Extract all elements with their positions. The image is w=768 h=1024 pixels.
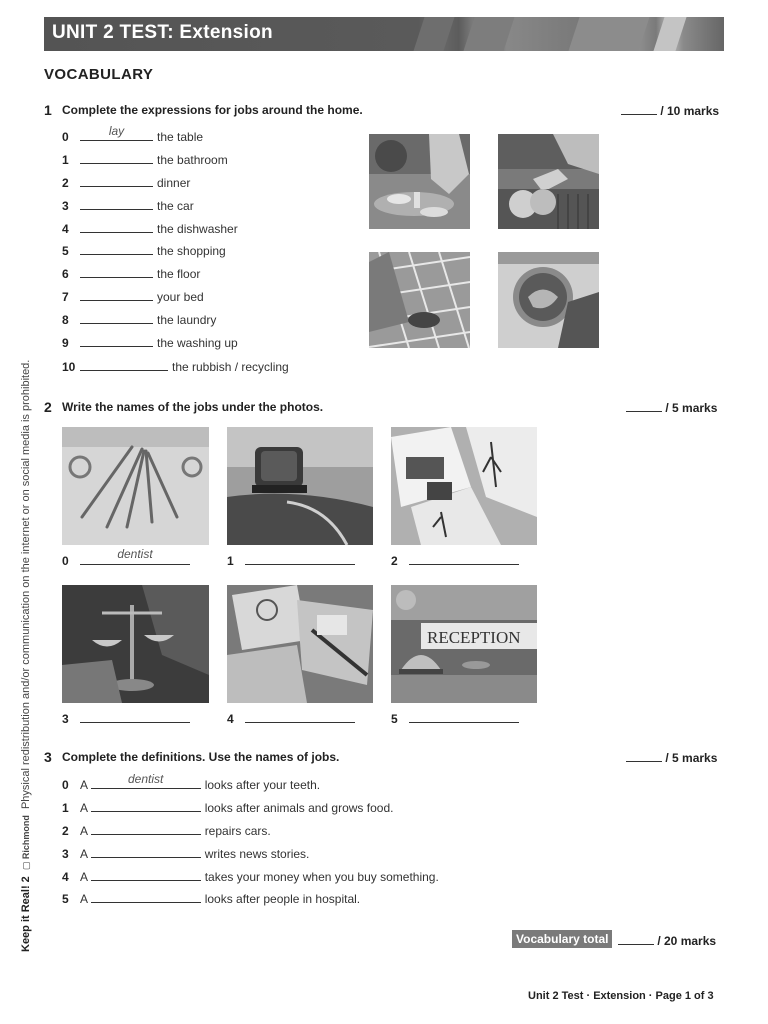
q2-caption <box>227 710 355 726</box>
item-number: 1 <box>62 152 69 167</box>
q1-item <box>62 287 289 305</box>
item-text: the floor <box>157 267 201 282</box>
marks-label: / 10 marks <box>660 104 720 118</box>
marks-field <box>626 750 717 765</box>
item-text: the car <box>157 198 194 213</box>
item-text: the dishwasher <box>157 221 238 236</box>
photo-scales-of-justice <box>62 585 209 703</box>
copyright-notice: Physical redistribution and/or communication on the internet or on social media is prohibited. <box>20 359 32 810</box>
answer-blank[interactable] <box>91 772 201 789</box>
item-number: 2 <box>62 175 69 190</box>
q3-item <box>62 889 439 907</box>
item-number: 0 <box>62 554 69 568</box>
photo-police-car-light <box>227 427 373 545</box>
answer-blank[interactable] <box>91 844 201 858</box>
item-number: 4 <box>62 221 69 236</box>
q1-item <box>62 333 289 351</box>
q3-item-list <box>62 772 439 912</box>
q1-item <box>62 219 289 237</box>
item-number: 3 <box>62 712 69 726</box>
q1-item <box>62 241 289 259</box>
answer-blank[interactable] <box>80 124 153 141</box>
answer-blank[interactable] <box>245 552 355 565</box>
answer-blank[interactable] <box>91 821 201 835</box>
photo-fashion-sketches <box>391 427 537 545</box>
marks-blank[interactable] <box>621 103 657 115</box>
section-title: VOCABULARY <box>44 66 154 83</box>
q1-item <box>62 196 289 214</box>
item-number: 3 <box>62 846 69 861</box>
marks-field <box>621 103 719 118</box>
answer-blank[interactable] <box>91 889 201 903</box>
item-text: the table <box>157 130 204 144</box>
q2-caption <box>227 552 355 568</box>
q1-item <box>62 124 289 145</box>
item-text: the rubbish / recycling <box>172 360 289 375</box>
item-number: 1 <box>227 554 234 568</box>
photo-dental-tools <box>62 427 209 545</box>
answer-blank[interactable] <box>409 552 519 565</box>
page-title: UNIT 2 TEST: Extension <box>52 22 273 43</box>
answer-blank[interactable] <box>80 547 190 565</box>
item-number: 5 <box>62 892 69 907</box>
q2-caption <box>62 710 190 726</box>
marks-blank[interactable] <box>626 750 662 762</box>
q1-item <box>62 310 289 328</box>
answer-blank[interactable] <box>80 710 190 723</box>
item-text: the washing up <box>157 336 238 351</box>
publisher-name: Richmond <box>21 815 31 860</box>
item-number: 7 <box>62 290 69 305</box>
article: A <box>80 846 88 861</box>
item-number: 5 <box>391 712 398 726</box>
q1-item <box>62 173 289 191</box>
item-text: your bed <box>157 290 204 305</box>
item-text: looks after your teeth. <box>204 778 321 792</box>
article: A <box>80 869 88 884</box>
q3-item <box>62 821 439 839</box>
q1-item <box>62 264 289 282</box>
photo-reception-bell <box>391 585 537 703</box>
article: A <box>80 823 88 838</box>
item-number: 0 <box>62 778 69 792</box>
question-instruction: Write the names of the jobs under the photos. <box>62 400 324 414</box>
photo-laying-table <box>369 134 470 229</box>
item-text: dinner <box>157 175 191 190</box>
answer-blank[interactable] <box>245 710 355 723</box>
item-text: the bathroom <box>157 152 228 167</box>
q3-item <box>62 844 439 862</box>
answer-blank[interactable] <box>80 219 153 233</box>
header-stripe <box>463 17 514 51</box>
article: A <box>80 892 88 907</box>
answer-blank[interactable] <box>91 798 201 812</box>
item-number: 9 <box>62 336 69 351</box>
item-number: 10 <box>62 360 76 375</box>
q2-caption <box>391 710 519 726</box>
example-answer: dentist <box>117 547 153 561</box>
item-number: 8 <box>62 313 69 328</box>
publisher-logo: ▢ Richmond <box>21 815 31 871</box>
example-answer: lay <box>108 124 125 138</box>
item-number: 3 <box>62 198 69 213</box>
item-text: writes news stories. <box>204 846 310 861</box>
unit-header-bar <box>44 17 724 51</box>
question-number: 2 <box>44 399 52 415</box>
total-marks-field <box>618 933 716 948</box>
header-stripe <box>413 17 454 51</box>
answer-blank[interactable] <box>80 287 153 301</box>
total-marks-blank[interactable] <box>618 933 654 945</box>
example-answer: dentist <box>128 772 164 786</box>
item-text: looks after animals and grows food. <box>204 800 394 815</box>
copyright-sidebar <box>20 360 32 952</box>
brand-name: Keep it Real! 2 <box>20 876 32 952</box>
article: A <box>80 778 88 792</box>
marks-field <box>626 400 717 415</box>
marks-blank[interactable] <box>626 400 662 412</box>
total-marks-label: / 20 marks <box>657 934 717 948</box>
photo-washing-machine <box>498 252 599 348</box>
header-stripe <box>568 17 649 51</box>
article: A <box>80 800 88 815</box>
q2-caption <box>391 552 519 568</box>
answer-blank[interactable] <box>80 150 153 164</box>
question-number: 3 <box>44 749 52 765</box>
item-number: 2 <box>62 823 69 838</box>
page-footer: Unit 2 Test · Extension · Page 1 of 3 <box>528 990 714 1002</box>
question-number: 1 <box>44 102 52 118</box>
item-text: the shopping <box>157 244 226 259</box>
q1-item <box>62 150 289 168</box>
question-instruction: Complete the expressions for jobs around the home. <box>62 103 363 117</box>
item-text: repairs cars. <box>204 823 271 838</box>
item-text: takes your money when you buy something. <box>204 869 439 884</box>
marks-label: / 5 marks <box>665 751 718 765</box>
item-number: 4 <box>227 712 234 726</box>
marks-label: / 5 marks <box>665 401 718 415</box>
answer-blank[interactable] <box>80 310 153 324</box>
item-number: 1 <box>62 800 69 815</box>
item-text: the laundry <box>157 313 217 328</box>
vocabulary-total-badge: Vocabulary total <box>512 930 612 948</box>
q3-item <box>62 772 439 793</box>
q3-item <box>62 867 439 885</box>
q1-item-list <box>62 124 289 380</box>
answer-blank[interactable] <box>80 264 153 278</box>
q2-caption <box>62 547 190 568</box>
photo-mopping-floor <box>369 252 470 348</box>
answer-blank[interactable] <box>91 867 201 881</box>
answer-blank[interactable] <box>80 173 153 187</box>
answer-blank[interactable] <box>409 710 519 723</box>
q3-item <box>62 798 439 816</box>
reception-sign-text: RECEPTION <box>427 628 521 647</box>
item-number: 6 <box>62 267 69 282</box>
item-number: 5 <box>62 244 69 259</box>
item-number: 2 <box>391 554 398 568</box>
question-instruction: Complete the definitions. Use the names of jobs. <box>62 750 340 764</box>
answer-blank[interactable] <box>80 357 168 371</box>
answer-blank[interactable] <box>80 241 153 255</box>
photo-loading-dishwasher <box>498 134 599 229</box>
photo-architect-plans <box>227 585 373 703</box>
q1-item <box>62 357 289 375</box>
answer-blank[interactable] <box>80 196 153 210</box>
header-stripe <box>653 17 686 51</box>
item-number: 4 <box>62 869 69 884</box>
item-number: 0 <box>62 130 69 144</box>
item-text: looks after people in hospital. <box>204 892 361 907</box>
answer-blank[interactable] <box>80 333 153 347</box>
